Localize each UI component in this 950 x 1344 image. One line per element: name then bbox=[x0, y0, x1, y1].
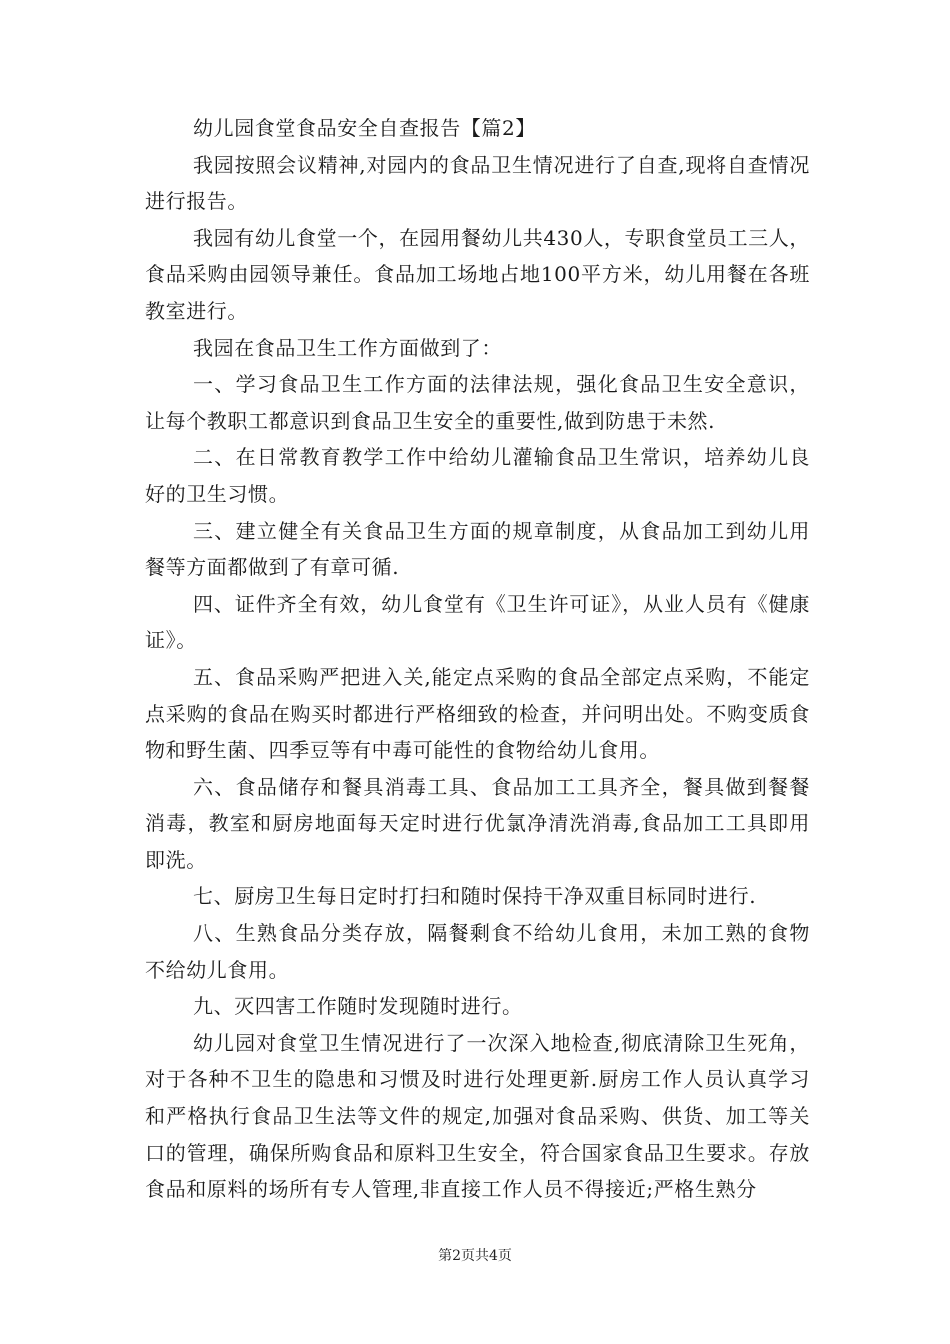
paragraph-4: 一、学习食品卫生工作方面的法律法规，强化食品卫生安全意识，让每个教职工都意识到食品卫生安全的重要性,做到防患于未然. bbox=[145, 372, 810, 433]
page-footer bbox=[0, 1245, 950, 1265]
paragraph-6: 三、建立健全有关食品卫生方面的规章制度，从食品加工到幼儿用餐等方面都做到了有章可循. bbox=[145, 518, 810, 580]
paragraph-8: 五、食品采购严把进入关,能定点采购的食品全部定点采购，不能定点采购的食品在购买时都进行严格细致的检查，并问明出处。不购变质食物和野生菌、四季豆等有中毒可能性的食物给幼儿食用。 bbox=[145, 664, 810, 763]
document-body bbox=[145, 110, 810, 1208]
paragraph-5: 二、在日常教育教学工作中给幼儿灌输食品卫生常识，培养幼儿良好的卫生习惯。 bbox=[145, 445, 810, 506]
paragraph-1: 我园按照会议精神,对园内的食品卫生情况进行了自查,现将自查情况进行报告。 bbox=[145, 152, 810, 214]
document-title: 幼儿园食堂食品安全自查报告【篇2】 bbox=[193, 116, 536, 140]
paragraph-7: 四、证件齐全有效，幼儿食堂有《卫生许可证》，从业人员有《健康证》。 bbox=[145, 591, 810, 653]
paragraph-12: 九、灭四害工作随时发现随时进行。 bbox=[193, 994, 523, 1019]
page-number-label: 第2页共4页 bbox=[438, 1248, 512, 1264]
paragraph-11: 八、生熟食品分类存放，隔餐剩食不给幼儿食用，未加工熟的食物不给幼儿食用。 bbox=[145, 921, 810, 982]
paragraph-2: 我园有幼儿食堂一个，在园用餐幼儿共430人，专职食堂员工三人，食品采购由园领导兼任。食品加工场地占地100平方米，幼儿用餐在各班教室进行。 bbox=[145, 225, 810, 323]
paragraph-13: 幼儿园对食堂卫生情况进行了一次深入地检查,彻底清除卫生死角，对于各种不卫生的隐患和习惯及时进行处理更新.厨房工作人员认真学习和严格执行食品卫生法等文件的规定,加强对食品采购、供货、加工等关口的管理，确保所购食品和原料卫生安全，符合国家食品卫生要求。存放食品和原料的场所有专人管理,非直接工作人员不得接近;严格生熟分 bbox=[145, 1030, 810, 1202]
paragraph-10: 七、厨房卫生每日定时打扫和随时保持干净双重目标同时进行. bbox=[193, 884, 757, 909]
paragraph-3: 我园在食品卫生工作方面做到了： bbox=[193, 335, 502, 360]
paragraph-9: 六、食品储存和餐具消毒工具、食品加工工具齐全，餐具做到餐餐消毒，教室和厨房地面每天定时进行优氯净清洗消毒,食品加工工具即用即洗。 bbox=[145, 774, 810, 872]
